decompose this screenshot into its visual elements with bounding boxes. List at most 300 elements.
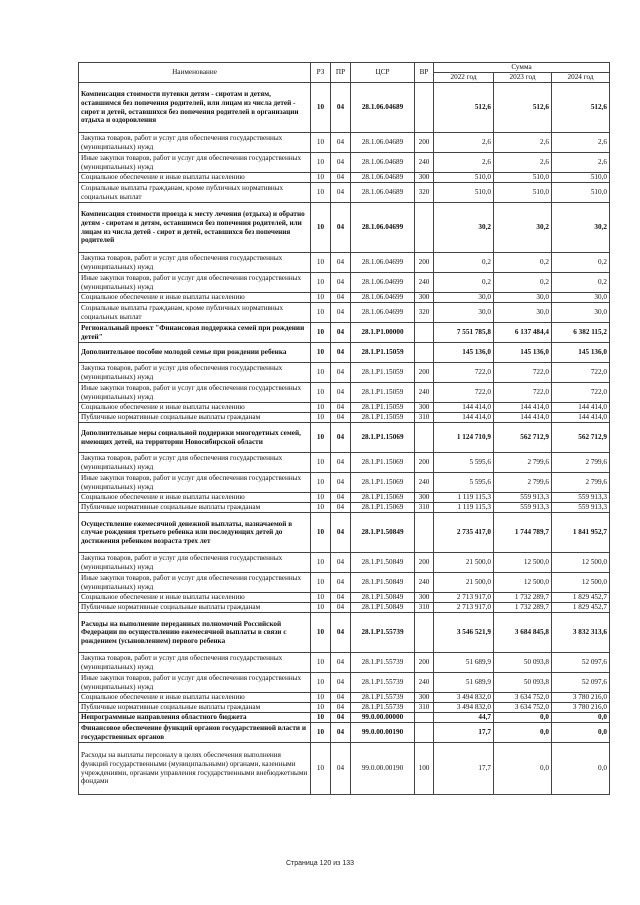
header-year-2023: 2023 год	[494, 73, 552, 83]
row-rz: 10	[311, 173, 331, 183]
row-name: Социальные выплаты гражданам, кроме публичных нормативных социальных выплат	[79, 183, 311, 203]
row-pr: 04	[331, 83, 351, 133]
row-value-2024: 510,0	[552, 183, 610, 203]
table-row	[79, 363, 610, 383]
row-pr: 04	[331, 273, 351, 293]
row-pr: 04	[331, 503, 351, 513]
table-row	[79, 383, 610, 403]
row-vr	[415, 613, 434, 653]
row-name: Иные закупки товаров, работ и услуг для обеспечения государственных (муниципальных) нужд	[79, 573, 311, 593]
row-vr: 310	[415, 603, 434, 613]
row-vr: 300	[415, 403, 434, 413]
row-vr: 200	[415, 553, 434, 573]
row-value-2023: 510,0	[494, 173, 552, 183]
row-value-2022: 5 595,6	[434, 473, 494, 493]
row-csr: 28.1.P1.15059	[351, 343, 415, 363]
row-name: Осуществление ежемесячной денежной выплаты, назначаемой в случае рождения третьего ребенка или последующих детей до достижения ребенком возраста трех лет	[79, 513, 311, 553]
row-value-2024: 722,0	[552, 363, 610, 383]
row-value-2024: 3 780 216,0	[552, 703, 610, 713]
row-value-2022: 144 414,0	[434, 413, 494, 423]
header-vr: ВР	[415, 63, 434, 83]
row-pr: 04	[331, 403, 351, 413]
row-vr: 240	[415, 473, 434, 493]
row-value-2023: 2,6	[494, 133, 552, 153]
row-rz: 10	[311, 713, 331, 723]
row-value-2023: 0,0	[494, 743, 552, 795]
row-name: Социальное обеспечение и иные выплаты населению	[79, 493, 311, 503]
row-rz: 10	[311, 573, 331, 593]
row-csr: 28.1.06.04699	[351, 273, 415, 293]
row-rz: 10	[311, 693, 331, 703]
row-rz: 10	[311, 323, 331, 343]
row-csr: 28.1.P1.55739	[351, 653, 415, 673]
row-value-2024: 30,0	[552, 293, 610, 303]
row-csr: 28.1.06.04699	[351, 293, 415, 303]
row-value-2024: 1 829 452,7	[552, 603, 610, 613]
row-value-2023: 50 093,8	[494, 673, 552, 693]
row-value-2023: 3 684 845,8	[494, 613, 552, 653]
row-value-2024: 30,0	[552, 303, 610, 323]
row-value-2022: 3 494 832,0	[434, 703, 494, 713]
row-pr: 04	[331, 173, 351, 183]
row-value-2024: 1 841 952,7	[552, 513, 610, 553]
row-vr: 300	[415, 493, 434, 503]
row-value-2023: 6 137 484,4	[494, 323, 552, 343]
row-value-2024: 559 913,3	[552, 503, 610, 513]
row-rz: 10	[311, 603, 331, 613]
row-pr: 04	[331, 603, 351, 613]
row-value-2022: 0,2	[434, 253, 494, 273]
row-value-2022: 5 595,6	[434, 453, 494, 473]
row-value-2024: 0,0	[552, 723, 610, 743]
row-value-2023: 1 732 289,7	[494, 603, 552, 613]
row-value-2023: 12 500,0	[494, 553, 552, 573]
table-row	[79, 293, 610, 303]
row-name: Расходы на выплаты персоналу в целях обеспечения выполнения функций государственными (муниципальными) органами, казенными учреждениями, органами управления государственными внебюджетными фондами	[79, 743, 311, 795]
row-csr: 28.1.P1.50849	[351, 573, 415, 593]
row-rz: 10	[311, 293, 331, 303]
row-csr: 28.1.P1.15059	[351, 403, 415, 413]
row-rz: 10	[311, 723, 331, 743]
table-row	[79, 453, 610, 473]
row-pr: 04	[331, 653, 351, 673]
row-value-2024: 52 097,6	[552, 653, 610, 673]
row-pr: 04	[331, 553, 351, 573]
header-rz: РЗ	[311, 63, 331, 83]
row-name: Социальное обеспечение и иные выплаты населению	[79, 293, 311, 303]
row-vr: 240	[415, 153, 434, 173]
row-value-2024: 3 780 216,0	[552, 693, 610, 703]
row-value-2023: 50 093,8	[494, 653, 552, 673]
row-vr: 310	[415, 413, 434, 423]
table-row	[79, 403, 610, 413]
row-vr: 300	[415, 593, 434, 603]
row-value-2022: 17,7	[434, 743, 494, 795]
table-row	[79, 673, 610, 693]
row-csr: 99.0.00.00190	[351, 743, 415, 795]
row-name: Социальное обеспечение и иные выплаты населению	[79, 693, 311, 703]
row-value-2022: 2 713 917,0	[434, 593, 494, 603]
row-value-2024: 562 712,9	[552, 423, 610, 453]
row-name: Дополнительное пособие молодой семье при рождении ребенка	[79, 343, 311, 363]
row-rz: 10	[311, 593, 331, 603]
row-vr: 100	[415, 743, 434, 795]
row-value-2022: 17,7	[434, 723, 494, 743]
row-name: Закупка товаров, работ и услуг для обеспечения государственных (муниципальных) нужд	[79, 553, 311, 573]
row-value-2024: 12 500,0	[552, 553, 610, 573]
row-vr: 310	[415, 703, 434, 713]
row-vr: 310	[415, 503, 434, 513]
row-pr: 04	[331, 253, 351, 273]
header-sum: Сумма	[434, 63, 610, 73]
row-value-2024: 6 382 115,2	[552, 323, 610, 343]
header-pr: ПР	[331, 63, 351, 83]
row-vr	[415, 423, 434, 453]
row-csr: 28.1.06.04689	[351, 173, 415, 183]
row-vr: 240	[415, 383, 434, 403]
row-value-2023: 510,0	[494, 183, 552, 203]
row-pr: 04	[331, 413, 351, 423]
row-value-2023: 2,6	[494, 153, 552, 173]
row-pr: 04	[331, 153, 351, 173]
row-name: Дополнительные меры социальной поддержки многодетных семей, имеющих детей, на территории Новосибирской области	[79, 423, 311, 453]
row-rz: 10	[311, 473, 331, 493]
row-pr: 04	[331, 513, 351, 553]
row-csr: 28.1.P1.50849	[351, 593, 415, 603]
row-pr: 04	[331, 323, 351, 343]
row-value-2022: 0,2	[434, 273, 494, 293]
row-pr: 04	[331, 453, 351, 473]
row-csr: 28.1.06.04689	[351, 153, 415, 173]
row-name: Иные закупки товаров, работ и услуг для обеспечения государственных (муниципальных) нужд	[79, 473, 311, 493]
row-vr	[415, 513, 434, 553]
table-row	[79, 413, 610, 423]
row-value-2022: 3 546 521,9	[434, 613, 494, 653]
row-vr: 240	[415, 273, 434, 293]
row-value-2023: 3 634 752,0	[494, 703, 552, 713]
row-value-2024: 2,6	[552, 133, 610, 153]
table-row	[79, 343, 610, 363]
row-csr: 28.1.P1.55739	[351, 613, 415, 653]
row-rz: 10	[311, 403, 331, 413]
header-csr: ЦСР	[351, 63, 415, 83]
row-rz: 10	[311, 413, 331, 423]
row-rz: 10	[311, 703, 331, 713]
row-rz: 10	[311, 83, 331, 133]
row-value-2022: 722,0	[434, 363, 494, 383]
row-name: Публичные нормативные социальные выплаты гражданам	[79, 703, 311, 713]
table-row	[79, 503, 610, 513]
row-rz: 10	[311, 613, 331, 653]
row-value-2023: 512,6	[494, 83, 552, 133]
row-value-2023: 722,0	[494, 383, 552, 403]
row-pr: 04	[331, 423, 351, 453]
row-rz: 10	[311, 253, 331, 273]
table-row	[79, 423, 610, 453]
row-value-2024: 0,2	[552, 273, 610, 293]
row-value-2023: 3 634 752,0	[494, 693, 552, 703]
row-value-2023: 1 732 289,7	[494, 593, 552, 603]
header-year-2022: 2022 год	[434, 73, 494, 83]
row-value-2023: 144 414,0	[494, 403, 552, 413]
row-name: Закупка товаров, работ и услуг для обеспечения государственных (муниципальных) нужд	[79, 253, 311, 273]
row-value-2024: 722,0	[552, 383, 610, 403]
row-name: Непрограммные направления областного бюджета	[79, 713, 311, 723]
row-value-2022: 145 136,0	[434, 343, 494, 363]
row-value-2022: 510,0	[434, 183, 494, 203]
row-rz: 10	[311, 303, 331, 323]
table-row	[79, 303, 610, 323]
row-value-2023: 2 799,6	[494, 453, 552, 473]
row-csr: 28.1.P1.55739	[351, 703, 415, 713]
row-rz: 10	[311, 423, 331, 453]
row-vr: 200	[415, 453, 434, 473]
row-name: Социальное обеспечение и иные выплаты населению	[79, 403, 311, 413]
row-pr: 04	[331, 303, 351, 323]
row-value-2023: 30,0	[494, 293, 552, 303]
row-name: Иные закупки товаров, работ и услуг для обеспечения государственных (муниципальных) нужд	[79, 383, 311, 403]
row-value-2022: 2,6	[434, 153, 494, 173]
row-value-2022: 30,2	[434, 203, 494, 253]
row-value-2023: 562 712,9	[494, 423, 552, 453]
row-value-2022: 2 713 917,0	[434, 603, 494, 613]
row-value-2022: 722,0	[434, 383, 494, 403]
row-name: Региональный проект "Финансовая поддержка семей при рождении детей"	[79, 323, 311, 343]
row-pr: 04	[331, 343, 351, 363]
row-pr: 04	[331, 693, 351, 703]
row-value-2022: 30,0	[434, 293, 494, 303]
row-name: Закупка товаров, работ и услуг для обеспечения государственных (муниципальных) нужд	[79, 453, 311, 473]
row-vr: 300	[415, 693, 434, 703]
table-row	[79, 693, 610, 703]
row-rz: 10	[311, 653, 331, 673]
row-vr	[415, 83, 434, 133]
row-csr: 28.1.06.04689	[351, 83, 415, 133]
row-pr: 04	[331, 133, 351, 153]
row-value-2023: 30,0	[494, 303, 552, 323]
row-value-2022: 2,6	[434, 133, 494, 153]
row-name: Социальные выплаты гражданам, кроме публичных нормативных социальных выплат	[79, 303, 311, 323]
row-csr: 28.1.06.04699	[351, 203, 415, 253]
row-rz: 10	[311, 513, 331, 553]
row-pr: 04	[331, 573, 351, 593]
row-value-2022: 1 119 115,3	[434, 493, 494, 503]
row-value-2023: 722,0	[494, 363, 552, 383]
row-value-2024: 0,0	[552, 713, 610, 723]
row-name: Публичные нормативные социальные выплаты гражданам	[79, 603, 311, 613]
row-vr: 320	[415, 303, 434, 323]
row-csr: 28.1.P1.50849	[351, 603, 415, 613]
table-row	[79, 703, 610, 713]
row-pr: 04	[331, 593, 351, 603]
row-rz: 10	[311, 743, 331, 795]
row-vr	[415, 343, 434, 363]
row-csr: 28.1.P1.15069	[351, 493, 415, 503]
row-value-2022: 30,0	[434, 303, 494, 323]
row-pr: 04	[331, 293, 351, 303]
table-row	[79, 323, 610, 343]
row-name: Компенсация стоимости проезда к месту лечения (отдыха) и обратно детям - сиротам и детям, оставшимся без попечения родителей, или лицам из числа детей - сирот и детей, оставшихся без попечения родителей	[79, 203, 311, 253]
row-value-2024: 2 799,6	[552, 453, 610, 473]
table-row	[79, 133, 610, 153]
row-pr: 04	[331, 203, 351, 253]
row-value-2024: 0,2	[552, 253, 610, 273]
row-csr: 28.1.P1.50849	[351, 553, 415, 573]
row-value-2024: 144 414,0	[552, 403, 610, 413]
row-vr: 200	[415, 253, 434, 273]
row-csr: 28.1.P1.15059	[351, 413, 415, 423]
table-row	[79, 153, 610, 173]
row-csr: 28.1.P1.15069	[351, 473, 415, 493]
table-row	[79, 513, 610, 553]
row-value-2023: 1 744 789,7	[494, 513, 552, 553]
row-value-2022: 510,0	[434, 173, 494, 183]
table-row	[79, 253, 610, 273]
row-csr: 28.1.06.04689	[351, 133, 415, 153]
row-pr: 04	[331, 363, 351, 383]
row-vr: 200	[415, 363, 434, 383]
row-vr	[415, 713, 434, 723]
row-value-2023: 0,2	[494, 273, 552, 293]
row-value-2022: 51 689,9	[434, 653, 494, 673]
row-value-2024: 144 414,0	[552, 413, 610, 423]
table-body	[79, 83, 610, 795]
row-value-2022: 44,7	[434, 713, 494, 723]
table-row	[79, 493, 610, 503]
row-rz: 10	[311, 553, 331, 573]
row-name: Финансовое обеспечение функций органов государственной власти и государственных органов	[79, 723, 311, 743]
row-value-2023: 0,2	[494, 253, 552, 273]
row-name: Иные закупки товаров, работ и услуг для обеспечения государственных (муниципальных) нужд	[79, 273, 311, 293]
row-value-2024: 52 097,6	[552, 673, 610, 693]
budget-table-container	[78, 62, 609, 795]
row-csr: 28.1.P1.15059	[351, 383, 415, 403]
row-rz: 10	[311, 203, 331, 253]
row-rz: 10	[311, 493, 331, 503]
row-csr: 28.1.P1.55739	[351, 693, 415, 703]
table-row	[79, 603, 610, 613]
header-name: Наименование	[79, 63, 311, 83]
table-row	[79, 83, 610, 133]
table-row	[79, 613, 610, 653]
row-value-2023: 559 913,3	[494, 493, 552, 503]
row-csr: 28.1.06.04699	[351, 303, 415, 323]
row-csr: 28.1.P1.55739	[351, 673, 415, 693]
row-csr: 28.1.P1.50849	[351, 513, 415, 553]
row-value-2024: 510,0	[552, 173, 610, 183]
row-csr: 28.1.P1.15059	[351, 363, 415, 383]
budget-table	[78, 62, 610, 795]
table-row	[79, 713, 610, 723]
row-rz: 10	[311, 363, 331, 383]
table-row	[79, 273, 610, 293]
header-year-2024: 2024 год	[552, 73, 610, 83]
row-csr: 99.0.00.00190	[351, 723, 415, 743]
table-row	[79, 173, 610, 183]
table-row	[79, 473, 610, 493]
row-name: Социальное обеспечение и иные выплаты населению	[79, 173, 311, 183]
row-pr: 04	[331, 383, 351, 403]
row-csr: 28.1.P1.15069	[351, 453, 415, 473]
row-csr: 28.1.06.04699	[351, 253, 415, 273]
row-value-2024: 145 136,0	[552, 343, 610, 363]
row-rz: 10	[311, 183, 331, 203]
row-vr: 240	[415, 673, 434, 693]
row-name: Публичные нормативные социальные выплаты гражданам	[79, 413, 311, 423]
row-value-2024: 3 832 313,6	[552, 613, 610, 653]
row-name: Компенсация стоимости путевки детям - сиротам и детям, оставшимся без попечения родителей, или лицам из числа детей - сирот и детей, оставшихся без попечения родителей в организации отдыха и оздоровления	[79, 83, 311, 133]
table-row	[79, 593, 610, 603]
row-value-2023: 2 799,6	[494, 473, 552, 493]
row-rz: 10	[311, 383, 331, 403]
row-pr: 04	[331, 613, 351, 653]
row-name: Закупка товаров, работ и услуг для обеспечения государственных (муниципальных) нужд	[79, 653, 311, 673]
row-value-2024: 12 500,0	[552, 573, 610, 593]
row-value-2022: 1 124 710,9	[434, 423, 494, 453]
row-rz: 10	[311, 153, 331, 173]
table-row	[79, 743, 610, 795]
table-row	[79, 183, 610, 203]
row-vr: 200	[415, 653, 434, 673]
row-vr: 200	[415, 133, 434, 153]
row-pr: 04	[331, 473, 351, 493]
row-value-2024: 559 913,3	[552, 493, 610, 503]
row-name: Закупка товаров, работ и услуг для обеспечения государственных (муниципальных) нужд	[79, 363, 311, 383]
row-vr	[415, 203, 434, 253]
row-vr	[415, 323, 434, 343]
row-csr: 28.1.P1.15069	[351, 503, 415, 513]
row-pr: 04	[331, 713, 351, 723]
row-value-2023: 0,0	[494, 713, 552, 723]
page-number: Страница 120 из 133	[285, 860, 355, 867]
row-value-2023: 0,0	[494, 723, 552, 743]
row-name: Иные закупки товаров, работ и услуг для обеспечения государственных (муниципальных) нужд	[79, 153, 311, 173]
row-value-2023: 144 414,0	[494, 413, 552, 423]
row-rz: 10	[311, 133, 331, 153]
row-value-2022: 2 735 417,0	[434, 513, 494, 553]
table-row	[79, 573, 610, 593]
row-rz: 10	[311, 343, 331, 363]
table-row	[79, 653, 610, 673]
row-value-2022: 3 494 832,0	[434, 693, 494, 703]
row-pr: 04	[331, 743, 351, 795]
row-value-2022: 51 689,9	[434, 673, 494, 693]
row-value-2024: 30,2	[552, 203, 610, 253]
row-csr: 28.1.P1.15069	[351, 423, 415, 453]
row-value-2023: 12 500,0	[494, 573, 552, 593]
row-pr: 04	[331, 183, 351, 203]
row-value-2024: 512,6	[552, 83, 610, 133]
row-name: Иные закупки товаров, работ и услуг для обеспечения государственных (муниципальных) нужд	[79, 673, 311, 693]
row-name: Закупка товаров, работ и услуг для обеспечения государственных (муниципальных) нужд	[79, 133, 311, 153]
row-pr: 04	[331, 723, 351, 743]
row-rz: 10	[311, 273, 331, 293]
row-vr: 300	[415, 173, 434, 183]
row-csr: 28.1.06.04689	[351, 183, 415, 203]
row-rz: 10	[311, 503, 331, 513]
row-value-2023: 559 913,3	[494, 503, 552, 513]
row-pr: 04	[331, 703, 351, 713]
row-pr: 04	[331, 673, 351, 693]
row-name: Социальное обеспечение и иные выплаты населению	[79, 593, 311, 603]
row-value-2024: 1 829 452,7	[552, 593, 610, 603]
row-name: Публичные нормативные социальные выплаты гражданам	[79, 503, 311, 513]
row-value-2023: 145 136,0	[494, 343, 552, 363]
row-vr	[415, 723, 434, 743]
row-value-2024: 2 799,6	[552, 473, 610, 493]
row-name: Расходы на выполнение переданных полномочий Российской Федерации по осуществлению ежемесячной выплаты в связи с рождением (усыновлением) первого ребенка	[79, 613, 311, 653]
row-rz: 10	[311, 673, 331, 693]
